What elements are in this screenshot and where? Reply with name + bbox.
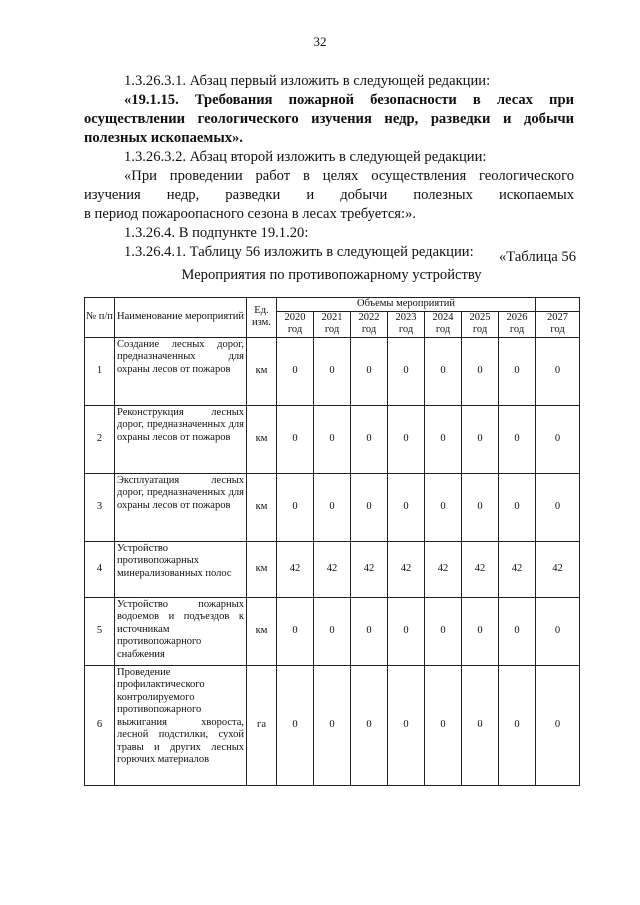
paragraph-4-line-3: в период пожароопасного сезона в лесах требуется:». bbox=[84, 206, 417, 222]
row-name: Реконструкция лесных дорог, предназначенных для охраны лесов от пожаров bbox=[115, 405, 247, 473]
table-row bbox=[85, 473, 580, 541]
paragraph-2-line-3: полезных ископаемых». bbox=[84, 130, 243, 146]
row-num: 2 bbox=[85, 405, 115, 473]
row-value: 42 bbox=[277, 541, 314, 597]
row-value: 42 bbox=[425, 541, 462, 597]
header-year-2025: 2025 год bbox=[462, 311, 499, 337]
row-value: 0 bbox=[462, 473, 499, 541]
row-value: 0 bbox=[388, 405, 425, 473]
row-value: 0 bbox=[462, 337, 499, 405]
row-num: 4 bbox=[85, 541, 115, 597]
row-value: 42 bbox=[351, 541, 388, 597]
header-blank bbox=[536, 298, 580, 312]
table-row bbox=[85, 405, 580, 473]
row-value: 0 bbox=[351, 665, 388, 785]
row-value: 42 bbox=[388, 541, 425, 597]
row-name: Устройство противопожарных минерализованных полос bbox=[115, 541, 247, 597]
header-name: Наименование мероприятий bbox=[115, 298, 247, 338]
header-year-2022: 2022 год bbox=[351, 311, 388, 337]
row-unit: км bbox=[247, 405, 277, 473]
header-num: № п/п bbox=[85, 298, 115, 338]
header-year-2023: 2023 год bbox=[388, 311, 425, 337]
row-value: 0 bbox=[388, 665, 425, 785]
row-value: 0 bbox=[536, 405, 580, 473]
row-value: 42 bbox=[536, 541, 580, 597]
table-row bbox=[85, 337, 580, 405]
row-unit: км bbox=[247, 337, 277, 405]
paragraph-4-line-1: «При проведении работ в целях осуществления геологического bbox=[124, 168, 574, 184]
row-value: 0 bbox=[351, 405, 388, 473]
row-name: Эксплуатация лесных дорог, предназначенных для охраны лесов от пожаров bbox=[115, 473, 247, 541]
table-row bbox=[85, 665, 580, 785]
row-value: 0 bbox=[388, 597, 425, 665]
row-value: 0 bbox=[425, 405, 462, 473]
row-value: 0 bbox=[314, 597, 351, 665]
row-value: 0 bbox=[425, 337, 462, 405]
paragraph-2-line-2: осуществлении геологического изучения недр, разведки и добычи bbox=[84, 111, 574, 127]
row-value: 0 bbox=[425, 665, 462, 785]
row-unit: км bbox=[247, 597, 277, 665]
table-title: Мероприятия по противопожарному устройству bbox=[181, 267, 482, 283]
row-num: 3 bbox=[85, 473, 115, 541]
row-value: 0 bbox=[536, 665, 580, 785]
paragraph-3: 1.3.26.3.2. Абзац второй изложить в следующей редакции: bbox=[124, 149, 487, 165]
row-value: 42 bbox=[462, 541, 499, 597]
row-value: 0 bbox=[536, 473, 580, 541]
table-row bbox=[85, 541, 580, 597]
header-year-2021: 2021 год bbox=[314, 311, 351, 337]
row-value: 0 bbox=[462, 597, 499, 665]
row-value: 42 bbox=[499, 541, 536, 597]
row-unit: км bbox=[247, 541, 277, 597]
row-value: 0 bbox=[277, 337, 314, 405]
header-year-2027: 2027 год bbox=[536, 311, 580, 337]
row-value: 0 bbox=[277, 405, 314, 473]
row-num: 1 bbox=[85, 337, 115, 405]
header-unit: Ед. изм. bbox=[247, 298, 277, 338]
row-value: 0 bbox=[277, 665, 314, 785]
row-value: 0 bbox=[351, 473, 388, 541]
row-value: 0 bbox=[314, 337, 351, 405]
row-value: 0 bbox=[351, 337, 388, 405]
table-56 bbox=[84, 297, 580, 786]
row-value: 0 bbox=[425, 597, 462, 665]
paragraph-2-line-1: «19.1.15. Требования пожарной безопасности в лесах при bbox=[124, 92, 574, 108]
row-value: 0 bbox=[314, 405, 351, 473]
row-value: 0 bbox=[499, 597, 536, 665]
row-unit: га bbox=[247, 665, 277, 785]
row-value: 0 bbox=[314, 473, 351, 541]
paragraph-1: 1.3.26.3.1. Абзац первый изложить в следующей редакции: bbox=[124, 73, 491, 89]
header-year-2026: 2026 год bbox=[499, 311, 536, 337]
table-label: «Таблица 56 bbox=[498, 249, 576, 265]
row-num: 5 bbox=[85, 597, 115, 665]
header-volumes: Объемы мероприятий bbox=[277, 298, 536, 312]
row-unit: км bbox=[247, 473, 277, 541]
row-name: Устройство пожарных водоемов и подъездов к источникам противопожарного снабжения bbox=[115, 597, 247, 665]
row-value: 0 bbox=[277, 597, 314, 665]
page-number: 32 bbox=[313, 34, 327, 49]
row-value: 0 bbox=[499, 473, 536, 541]
paragraph-4-line-2: изучения недр, разведки и добычи полезных ископаемых bbox=[84, 187, 574, 203]
row-value: 42 bbox=[314, 541, 351, 597]
row-name: Проведение профилактического контролируемого противопожарного выжигания хвороста, лесной подстилки, сухой травы и других лесных горючих материалов bbox=[115, 665, 247, 785]
row-name: Создание лесных дорог, предназначенных для охраны лесов от пожаров bbox=[115, 337, 247, 405]
row-value: 0 bbox=[277, 473, 314, 541]
row-value: 0 bbox=[536, 337, 580, 405]
row-value: 0 bbox=[499, 337, 536, 405]
row-value: 0 bbox=[499, 405, 536, 473]
row-value: 0 bbox=[388, 337, 425, 405]
paragraph-6: 1.3.26.4.1. Таблицу 56 изложить в следующей редакции: bbox=[124, 244, 474, 260]
row-value: 0 bbox=[462, 665, 499, 785]
paragraph-5: 1.3.26.4. В подпункте 19.1.20: bbox=[124, 225, 309, 241]
table-row bbox=[85, 597, 580, 665]
header-year-2020: 2020 год bbox=[277, 311, 314, 337]
header-year-2024: 2024 год bbox=[425, 311, 462, 337]
row-num: 6 bbox=[85, 665, 115, 785]
row-value: 0 bbox=[462, 405, 499, 473]
row-value: 0 bbox=[314, 665, 351, 785]
row-value: 0 bbox=[425, 473, 462, 541]
row-value: 0 bbox=[536, 597, 580, 665]
row-value: 0 bbox=[499, 665, 536, 785]
row-value: 0 bbox=[388, 473, 425, 541]
row-value: 0 bbox=[351, 597, 388, 665]
